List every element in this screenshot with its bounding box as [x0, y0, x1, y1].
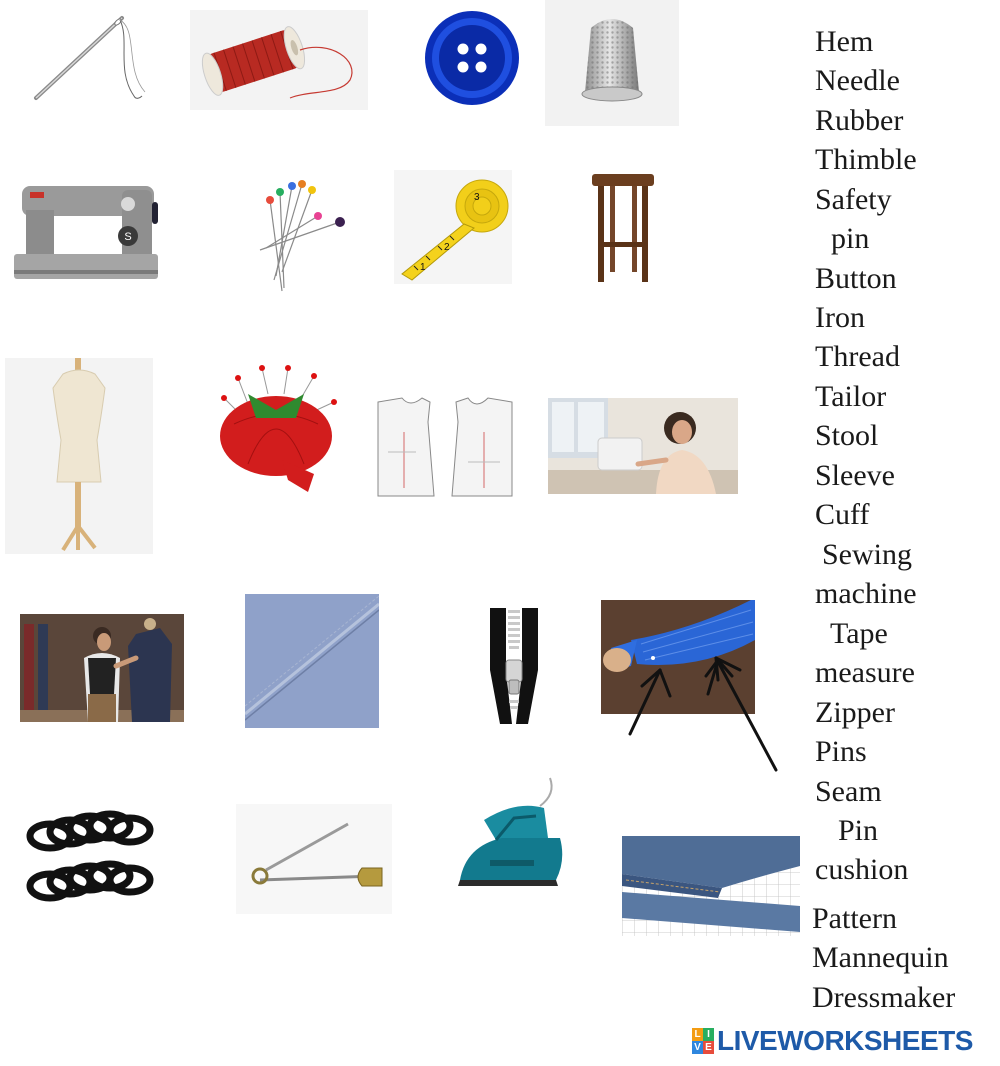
thimble-picture — [545, 0, 679, 126]
word-mannequin: Mannequin — [812, 941, 949, 974]
word-pin: pin — [831, 222, 870, 255]
iron-picture — [456, 776, 568, 896]
word-cuff: Cuff — [815, 498, 870, 531]
liveworksheets-logo — [692, 1026, 973, 1056]
seam-picture — [245, 594, 379, 728]
thread-spool-icon — [190, 10, 368, 110]
word-safety: Safety — [815, 183, 892, 216]
word-measure: measure — [815, 656, 915, 689]
pins-icon — [254, 176, 350, 296]
word-sewing: Sewing — [822, 538, 912, 571]
button-icon — [422, 8, 522, 108]
seam-icon — [245, 594, 379, 728]
logo-letter-v: V — [692, 1041, 703, 1054]
thimble-icon — [545, 0, 679, 126]
word-hem: Hem — [815, 25, 874, 58]
word-tape: Tape — [830, 617, 888, 650]
safety-pin-icon — [236, 804, 392, 914]
pattern-picture — [376, 392, 514, 498]
rubber-bands-icon — [24, 806, 156, 912]
word-iron: Iron — [815, 301, 865, 334]
stool-icon — [584, 170, 662, 288]
word-zipper: Zipper — [815, 696, 895, 729]
word-tailor: Tailor — [815, 380, 887, 413]
word-pins: Pins — [815, 735, 867, 768]
sewing-machine-icon — [14, 180, 158, 283]
tape-measure-picture — [394, 170, 512, 284]
thread-spool-picture — [190, 10, 368, 110]
zipper-picture — [484, 608, 544, 724]
word-needle: Needle — [815, 64, 900, 97]
word-dressmaker: Dressmaker — [812, 981, 956, 1014]
tailor-icon — [20, 614, 184, 722]
logo-text: LIVEWORKSHEETS — [717, 1025, 973, 1056]
iron-icon — [456, 776, 568, 896]
logo-letter-i: I — [703, 1028, 714, 1041]
sewing-machine-picture — [14, 180, 158, 283]
svg-text:1: 1 — [420, 262, 426, 273]
dressmaker-picture — [548, 398, 738, 494]
svg-text:3: 3 — [474, 192, 480, 203]
needle-icon — [30, 10, 150, 105]
logo-mark — [692, 1028, 714, 1054]
mannequin-icon — [5, 358, 153, 554]
dressmaker-icon — [548, 398, 738, 494]
pin-cushion-icon — [218, 364, 348, 496]
safety-pin-picture — [236, 804, 392, 914]
rubber-bands-picture — [24, 806, 156, 912]
word-sleeve: Sleeve — [815, 459, 895, 492]
logo-letter-l: L — [692, 1028, 703, 1041]
mannequin-picture — [5, 358, 153, 554]
pins-picture — [254, 176, 350, 296]
word-pin-2: Pin — [838, 814, 879, 847]
word-button: Button — [815, 262, 897, 295]
hem-picture — [622, 836, 800, 936]
word-seam: Seam — [815, 775, 882, 808]
needle-picture — [30, 10, 150, 105]
word-cushion: cushion — [815, 853, 909, 886]
word-stool: Stool — [815, 419, 879, 452]
svg-text:S: S — [124, 231, 132, 243]
word-machine: machine — [815, 577, 917, 610]
svg-text:2: 2 — [444, 242, 450, 253]
word-pattern: Pattern — [812, 902, 897, 935]
pattern-icon — [376, 392, 514, 498]
tape-measure-icon — [394, 170, 512, 284]
zipper-icon — [484, 608, 544, 724]
pin-cushion-picture — [218, 364, 348, 496]
word-thimble: Thimble — [815, 143, 917, 176]
word-rubber: Rubber — [815, 104, 904, 137]
tailor-picture — [20, 614, 184, 722]
hem-icon — [622, 836, 800, 936]
pointer-arrows — [620, 650, 790, 780]
button-picture — [422, 8, 522, 108]
stool-picture — [584, 170, 662, 288]
word-thread: Thread — [815, 340, 900, 373]
logo-letter-e: E — [703, 1041, 714, 1054]
